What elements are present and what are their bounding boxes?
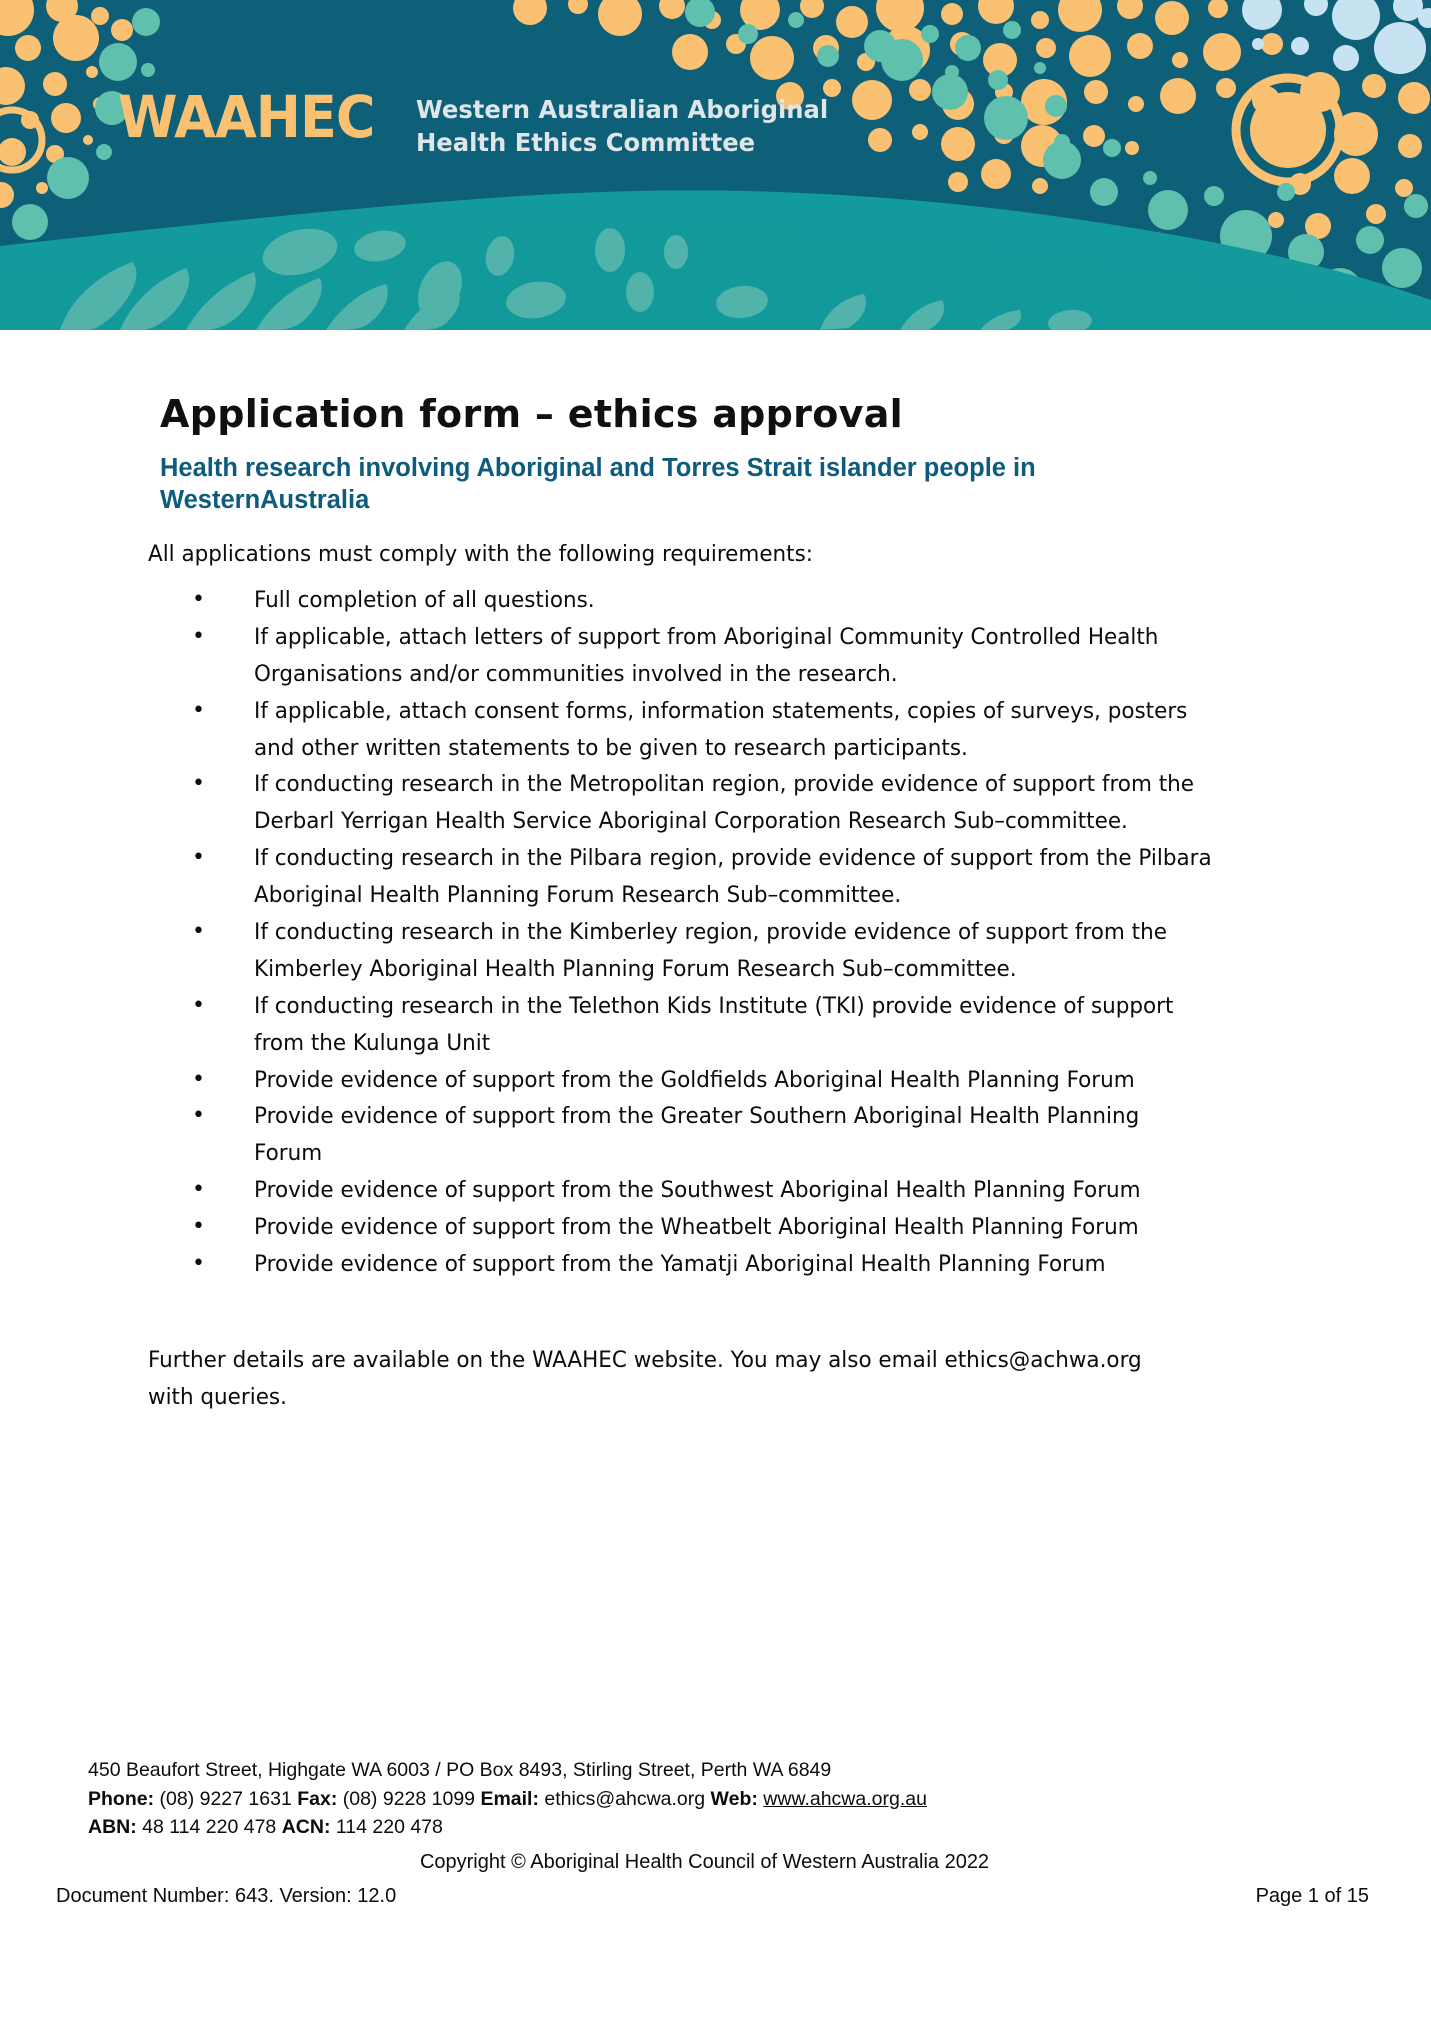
bullet-icon: • — [192, 845, 205, 871]
copyright-notice: Copyright © Aboriginal Health Council of Western Australia 2022 — [419, 1851, 990, 1873]
closing-paragraph: Further details are available on the WAAHEC website. You may also email ethics@achwa.org with queries. — [148, 1347, 1142, 1410]
footer-contact-line — [88, 1785, 927, 1814]
list-item — [148, 840, 1258, 914]
footer-meta-row — [0, 1882, 1431, 1910]
list-item-label: Provide evidence of support from the Wheatbelt Aboriginal Health Planning Forum — [254, 1214, 1139, 1241]
footer-contact-block — [88, 1756, 927, 1842]
logo-fullname-line2: Health Ethics Committee — [415, 128, 755, 158]
list-item — [148, 1172, 1258, 1209]
page-subtitle: Health research involving Aboriginal and Torres Strait islander people in WesternAustralia — [160, 454, 1036, 515]
list-item — [148, 988, 1258, 1062]
footer-registration-line — [88, 1813, 927, 1842]
bullet-icon: • — [192, 1103, 205, 1129]
acn-value: 114 220 478 — [335, 1816, 443, 1839]
list-item — [148, 582, 1258, 619]
waahec-logo — [118, 83, 841, 160]
logo-acronym-text: WAAHEC — [118, 83, 375, 151]
banner-decoration-graphic — [0, 0, 1431, 330]
list-item-label: Full completion of all questions. — [254, 587, 595, 613]
list-item-label: If applicable, attach letters of support from Aboriginal Community Controlled Health Organisations and/or communities involved in the research. — [254, 623, 1159, 687]
logo-fullname-line1: Western Australian Aboriginal — [415, 95, 829, 124]
abn-value: 48 114 220 478 — [142, 1816, 277, 1839]
page-number: Page 1 of 15 — [1255, 1885, 1369, 1907]
bullet-icon: • — [192, 1251, 205, 1277]
intro-text: All applications must comply with the following requirements: — [148, 541, 814, 567]
list-item — [148, 1209, 1258, 1246]
list-item-label: If applicable, attach consent forms, information statements, copies of surveys, posters and other written statements to be given to research participants. — [254, 697, 1188, 761]
list-item-label: Provide evidence of support from the Southwest Aboriginal Health Planning Forum — [254, 1177, 1141, 1204]
bullet-icon: • — [192, 1214, 205, 1240]
email-value: ethics@ahcwa.org — [544, 1787, 706, 1810]
header-banner — [0, 0, 1431, 330]
fax-value: (08) 9228 1099 — [342, 1787, 476, 1810]
list-item-label: Provide evidence of support from the Goldfields Aboriginal Health Planning Forum — [254, 1066, 1135, 1093]
phone-value: (08) 9227 1631 — [159, 1787, 292, 1810]
web-label: Web: — [710, 1787, 758, 1810]
list-item-label: If conducting research in the Telethon Kids Institute (TKI) provide evidence of support from the Kulunga Unit — [254, 992, 1174, 1056]
page-title: Application form – ethics approval — [160, 392, 903, 436]
email-label: Email: — [480, 1787, 539, 1810]
list-item-label: If conducting research in the Pilbara region, provide evidence of support from the Pilbara Aboriginal Health Planning Forum Research Sub–committee. — [254, 845, 1212, 909]
list-item-label: If conducting research in the Kimberley region, provide evidence of support from the Kimberley Aboriginal Health Planning Forum Research Sub–committee. — [254, 919, 1167, 982]
list-item — [148, 766, 1258, 840]
list-item — [148, 693, 1258, 767]
phone-label: Phone: — [88, 1787, 155, 1810]
bullet-icon: • — [192, 623, 205, 649]
fax-label: Fax: — [297, 1787, 338, 1810]
footer-address-line: 450 Beaufort Street, Highgate WA 6003 / PO Box 8493, Stirling Street, Perth WA 6849 — [88, 1759, 832, 1781]
bullet-icon: • — [192, 1177, 205, 1203]
requirements-list — [148, 582, 1258, 1283]
list-item — [148, 1246, 1258, 1283]
bullet-icon: • — [192, 697, 205, 723]
abn-label: ABN: — [88, 1816, 137, 1839]
bullet-icon: • — [192, 587, 205, 612]
logo-fullname — [416, 93, 828, 160]
bullet-icon: • — [192, 992, 205, 1018]
bullet-icon: • — [192, 919, 205, 945]
list-item — [148, 1062, 1258, 1099]
list-item — [148, 1098, 1258, 1172]
list-item — [148, 619, 1258, 693]
list-item-label: Provide evidence of support from the Yamatji Aboriginal Health Planning Forum — [254, 1251, 1106, 1278]
web-link[interactable]: www.ahcwa.org.au — [763, 1787, 927, 1810]
bullet-icon: • — [192, 1066, 205, 1092]
list-item — [148, 914, 1258, 988]
acn-label: ACN: — [281, 1816, 331, 1839]
bullet-icon: • — [192, 771, 205, 797]
list-item-label: Provide evidence of support from the Greater Southern Aboriginal Health Planning Forum — [254, 1103, 1140, 1167]
document-number: Document Number: 643. Version: 12.0 — [56, 1885, 397, 1907]
list-item-label: If conducting research in the Metropolitan region, provide evidence of support from the Derbarl Yerrigan Health Service Aboriginal Corporation Research Sub–committee. — [254, 771, 1194, 835]
